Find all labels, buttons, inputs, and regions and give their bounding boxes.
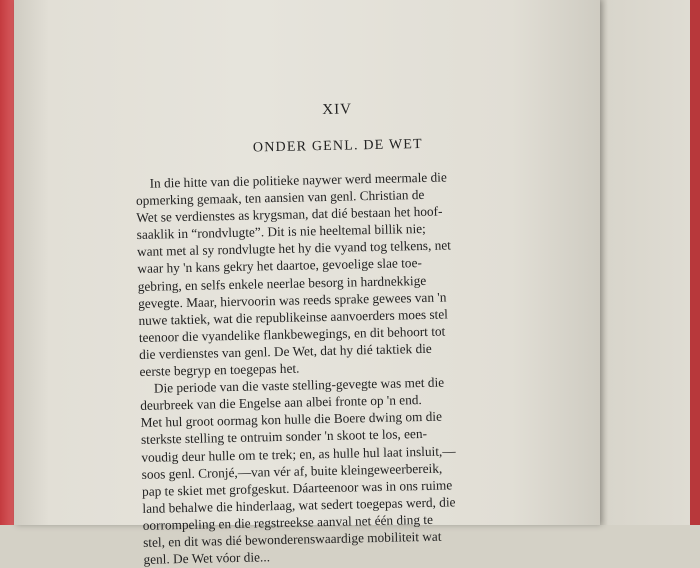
paragraph-2 xyxy=(140,372,550,568)
text-line: In die hitte van die politieke naywer werd meermale die xyxy=(149,169,447,191)
text-line: gebring, en selfs enkele neerlae besorg in hardnekkige xyxy=(137,272,427,294)
text-line: Die periode van die vaste stelling-gevegte was met die xyxy=(153,374,445,396)
text-line: die verdienstes van genl. De Wet, dat hy dié taktiek die xyxy=(139,340,432,362)
text-line: stel, en dit was dié bewonderenswaardige mobiliteit wat xyxy=(142,528,442,550)
paragraph-1 xyxy=(135,166,545,380)
chapter-heading: ONDER GENL. DE WET xyxy=(252,136,423,156)
text-line: genl. De Wet vóor die... xyxy=(143,549,271,567)
page-text xyxy=(134,97,550,568)
text-line: want met al sy rondvlugte het hy die vyand tog telkens, net xyxy=(136,237,452,260)
text-line: Met hul groot oormag kon hulle die Boere dwing om die xyxy=(140,408,443,431)
book-cover-edge-right xyxy=(690,0,700,525)
text-line: gevegte. Maar, hiervoorin was reeds sprake gewees van 'n xyxy=(137,289,447,311)
text-line: waar hy 'n kans gekry het daartoe, gevoelige slae toe- xyxy=(137,255,422,277)
text-line: voudig deur hulle om te trek; en, as hulle hul laat insluit,— xyxy=(141,442,456,465)
text-line: oorrompeling en die regstreekse aanval net één ding te xyxy=(142,511,434,533)
text-line: eerste begryp en toegepas het. xyxy=(139,360,300,379)
next-page-edge xyxy=(598,0,700,525)
text-line: saaklik in “rondvlugte”. Dit is nie heeltemal billik nie; xyxy=(136,221,426,243)
text-line: opmerking gemaak, ten aansien van genl. Christian de xyxy=(135,187,425,209)
text-line: teenoor die vyandelike flankbewegings, en dit behoort tot xyxy=(138,323,446,345)
text-line: land behalwe die hinderlaag, wat sedert toegepas werd, die xyxy=(142,494,456,516)
text-line: deurbreek van die Engelse aan albei fronte op 'n end. xyxy=(140,392,422,414)
text-line: soos genl. Cronjé,—van vér af, buite kleingeweerbereik, xyxy=(141,460,443,482)
text-line: sterkste stelling te ontruim sonder 'n skoot te los, een- xyxy=(140,426,428,448)
text-line: pap te skiet met grofgeskut. Dáarteenoor was in ons ruime xyxy=(141,477,453,499)
chapter-number: XIV xyxy=(322,101,353,119)
text-line: nuwe taktiek, wat die republikeinse aanvoerders moes stel xyxy=(138,306,448,328)
text-line: Wet se verdienstes as krygsman, dat dié bestaan het hoof- xyxy=(136,203,443,226)
